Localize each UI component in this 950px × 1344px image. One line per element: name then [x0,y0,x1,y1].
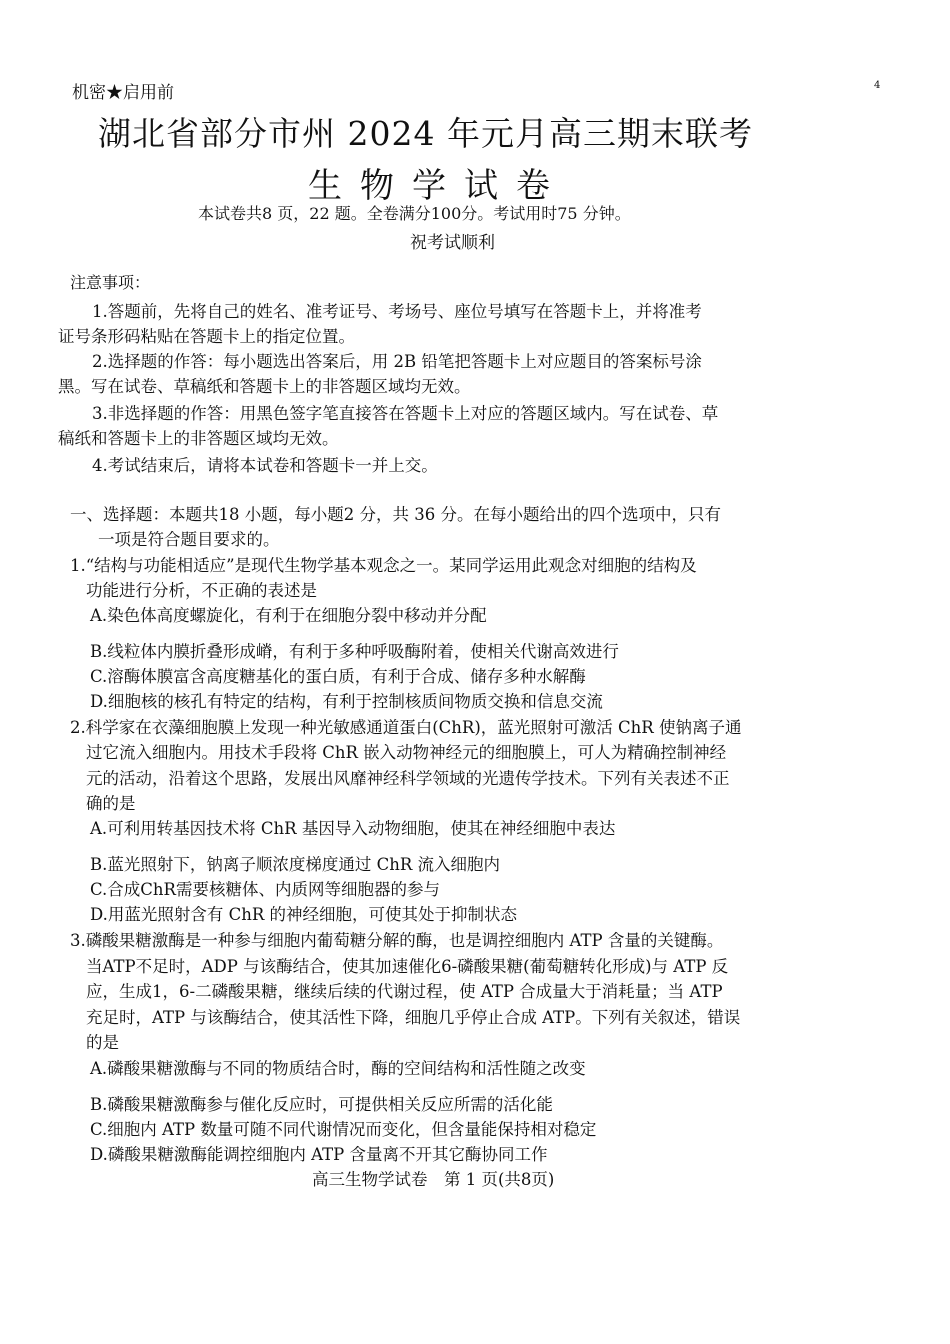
notes-heading: 注意事项： [70,273,151,292]
exam-info: 本试卷共8 页，22 题。全卷满分100分。考试用时75 分钟。 [198,204,631,223]
confidential-mark: 机密★启用前 [72,83,174,103]
notes-line: 3.非选择题的作答：用黑色签字笔直接答在答题卡上对应的答题区域内。写在试卷、草 [92,404,719,423]
notes-line: 黑。写在试卷、草稿纸和答题卡上的非答题区域均无效。 [58,377,471,396]
good-luck-text: 祝考试顺利 [410,233,495,253]
question-stem: 1.“结构与功能相适应”是现代生物学基本观念之一。某同学运用此观念对细胞的结构及 [70,556,697,575]
option-d: D.用蓝光照射含有 ChR 的神经细胞，可使其处于抑制状态 [90,905,518,924]
question-stem: 过它流入细胞内。用技术手段将 ChR 嵌入动物神经元的细胞膜上，可人为精确控制神经 [86,743,727,762]
notes-line: 4.考试结束后，请将本试卷和答题卡一并上交。 [92,456,438,475]
option-c: C.细胞内 ATP 数量可随不同代谢情况而变化，但含量能保持相对稳定 [90,1120,597,1139]
question-stem: 2.科学家在衣藻细胞膜上发现一种光敏感通道蛋白(ChR)，蓝光照射可激活 ChR 使钠离子通 [70,718,742,737]
question-stem: 确的是 [86,794,136,813]
question-stem: 元的活动，沿着这个思路，发展出风靡神经科学领域的光遗传学技术。下列有关表述不正 [86,769,730,788]
notes-line: 2.选择题的作答：每小题选出答案后，用 2B 铅笔把答题卡上对应题目的答案标号涂 [92,352,702,371]
option-d: D.细胞核的核孔有特定的结构，有利于控制核质间物质交换和信息交流 [90,692,603,711]
question-stem: 充足时，ATP 与该酶结合，使其活性下降，细胞几乎停止合成 ATP。下列有关叙述，错误 [86,1008,741,1027]
exam-subject-title: 生物学试卷 [308,166,568,206]
option-b: B.蓝光照射下，钠离子顺浓度梯度通过 ChR 流入细胞内 [90,855,501,874]
exam-title: 湖北省部分市州 2024 年元月高三期末联考 [98,114,753,153]
option-b: B.磷酸果糖激酶参与催化反应时，可提供相关反应所需的活化能 [90,1095,553,1114]
option-c: C.溶酶体膜富含高度糖基化的蛋白质，有利于合成、储存多种水解酶 [90,667,586,686]
page-corner-number: 4 [874,80,881,91]
option-a: A.磷酸果糖激酶与不同的物质结合时，酶的空间结构和活性随之改变 [90,1059,586,1078]
question-stem: 3.磷酸果糖激酶是一种参与细胞内葡萄糖分解的酶，也是调控细胞内 ATP 含量的关键酶。 [70,931,724,950]
option-a: A.染色体高度螺旋化，有利于在细胞分裂中移动并分配 [90,606,487,625]
option-b: B.线粒体内膜折叠形成嵴，有利于多种呼吸酶附着，使相关代谢高效进行 [90,642,619,661]
page-footer: 高三生物学试卷 第 1 页(共8页) [312,1170,555,1189]
notes-line: 证号条形码粘贴在答题卡上的指定位置。 [58,327,355,346]
option-d: D.磷酸果糖激酶能调控细胞内 ATP 含量离不开其它酶协同工作 [90,1145,548,1164]
notes-line: 稿纸和答题卡上的非答题区域均无效。 [58,429,339,448]
question-stem: 当ATP不足时，ADP 与该酶结合，使其加速催化6-磷酸果糖(葡萄糖转化形成)与 ATP 反 [86,957,729,976]
section-heading: 一项是符合题目要求的。 [98,530,280,549]
notes-line: 1.答题前，先将自己的姓名、准考证号、考场号、座位号填写在答题卡上，并将准考 [92,302,702,321]
question-stem: 功能进行分析，不正确的表述是 [86,581,317,600]
section-heading: 一、选择题：本题共18 小题，每小题2 分，共 36 分。在每小题给出的四个选项中，只有 [70,505,721,524]
option-a: A.可利用转基因技术将 ChR 基因导入动物细胞，使其在神经细胞中表达 [90,819,616,838]
question-stem: 的是 [86,1033,119,1052]
option-c: C.合成ChR需要核糖体、内质网等细胞器的参与 [90,880,440,899]
question-stem: 应，生成1，6-二磷酸果糖，继续后续的代谢过程，使 ATP 合成量大于消耗量；当 ATP [86,982,723,1001]
